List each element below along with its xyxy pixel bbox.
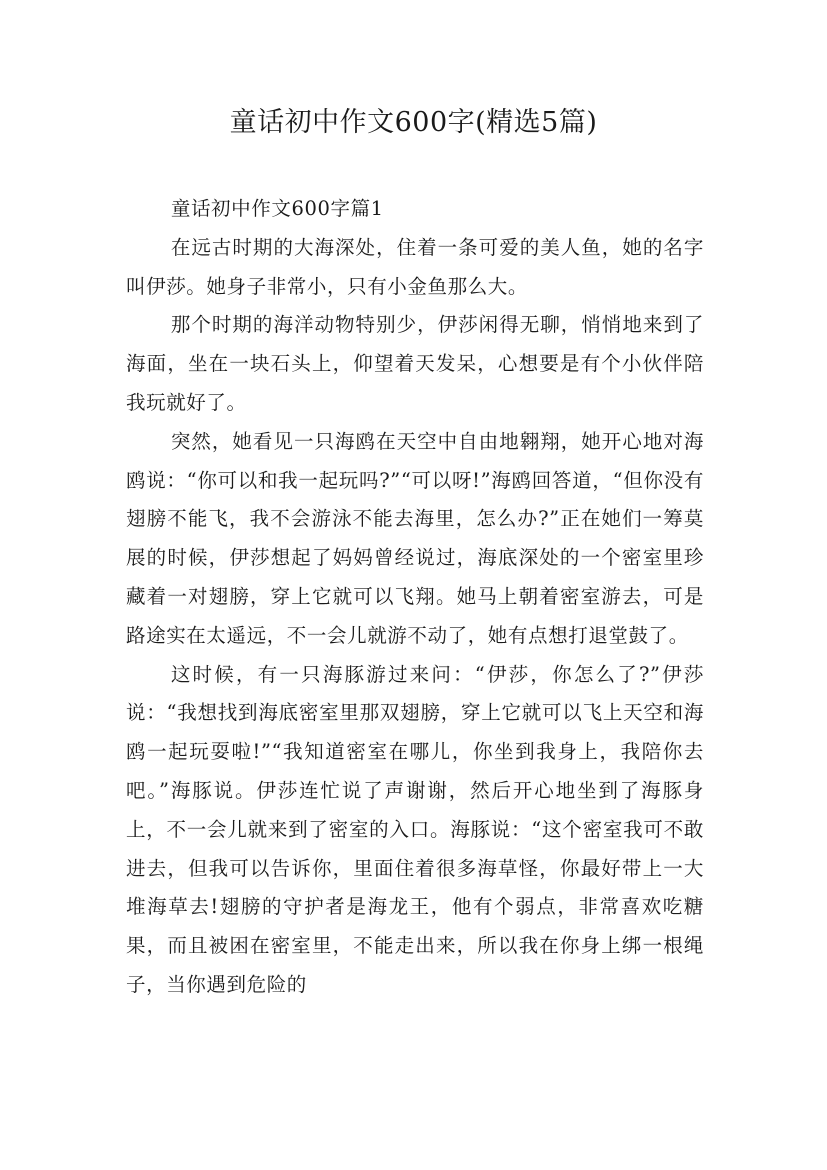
document-body [126, 190, 704, 1005]
paragraph: 那个时期的海洋动物特别少，伊莎闲得无聊，悄悄地来到了海面，坐在一块石头上，仰望着天发呆，心想要是有个小伙伴陪我玩就好了。 [126, 313, 704, 414]
paragraph: 在远古时期的大海深处，住着一条可爱的美人鱼，她的名字叫伊莎。她身子非常小，只有小金鱼那么大。 [126, 235, 704, 298]
paragraph: 突然，她看见一只海鸥在天空中自由地翱翔，她开心地对海鸥说：“你可以和我一起玩吗?”“可以呀!”海鸥回答道，“但你没有翅膀不能飞，我不会游泳不能去海里，怎么办?”正在她们一筹莫展的时候，伊莎想起了妈妈曾经说过，海底深处的一个密室里珍藏着一对翅膀，穿上它就可以飞翔。她马上朝着密室游去，可是路途实在太遥远，不一会儿就游不动了，她有点想打退堂鼓了。 [126, 429, 704, 647]
section-heading: 童话初中作文600字篇1 [170, 197, 384, 220]
document-title: 童话初中作文600字(精选5篇) [229, 107, 598, 138]
paragraph: 这时候，有一只海豚游过来问：“伊莎，你怎么了?”伊莎说：“我想找到海底密室里那双翅膀，穿上它就可以飞上天空和海鸥一起玩耍啦!”“我知道密室在哪儿，你坐到我身上，我陪你去吧。”海豚说。伊莎连忙说了声谢谢，然后开心地坐到了海豚身上，不一会儿就来到了密室的入口。海豚说：“这个密室我可不敢进去，但我可以告诉你，里面住着很多海草怪，你最好带上一大堆海草去!翅膀的守护者是海龙王，他有个弱点，非常喜欢吃糖果，而且被困在密室里，不能走出来，所以我在你身上绑一根绳子，当你遇到危险的 [126, 662, 704, 996]
